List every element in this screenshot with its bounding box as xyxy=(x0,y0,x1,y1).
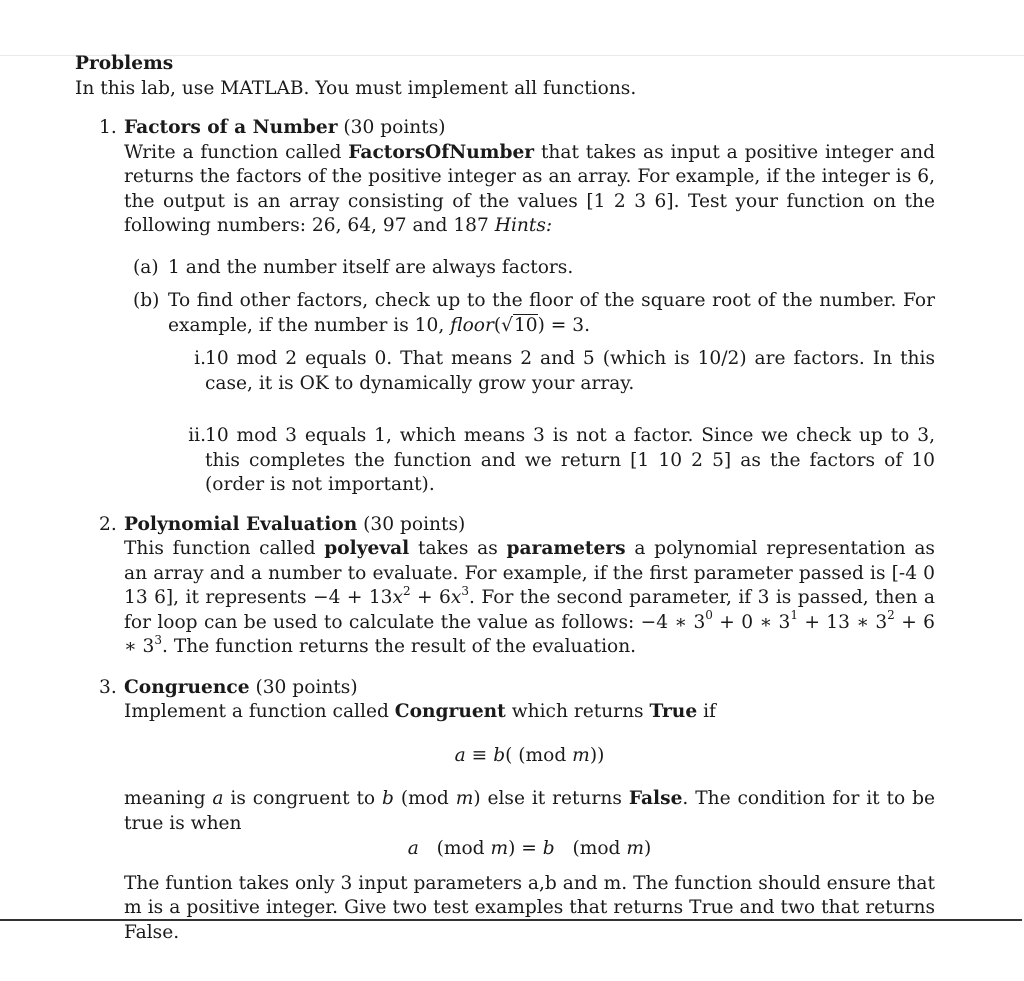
problem-3-number: 3. xyxy=(99,676,117,698)
intro-text: In this lab, use MATLAB. You must implement all functions. xyxy=(75,77,637,99)
hint-b-ii xyxy=(75,424,935,498)
problem-1 xyxy=(75,116,935,239)
problem-1-points: (30 points) xyxy=(343,117,446,138)
hint-b-text: To find other factors, check up to the floor of the square root of the number. For example, if the number is 10, floor(√10) = 3. xyxy=(168,290,935,336)
function-name-polyeval: polyeval xyxy=(324,538,410,559)
problem-2-title: Polynomial Evaluation xyxy=(124,513,358,535)
problem-2 xyxy=(75,513,935,660)
function-name-congruent: Congruent xyxy=(394,701,506,722)
hint-a xyxy=(75,256,935,281)
hint-b xyxy=(75,289,935,338)
hint-b-ii-text: 10 mod 3 equals 1, which means 3 is not a factor. Since we check up to 3, this completes the function and we return [1 10 2 5] as the factors of 10 (order is not important). xyxy=(205,425,935,495)
problem-3 xyxy=(75,676,935,946)
hint-b-label: (b) xyxy=(133,290,160,311)
section-title: Problems xyxy=(75,53,174,74)
problem-3-points: (30 points) xyxy=(255,676,358,698)
problems-document xyxy=(75,52,935,945)
hint-b-ii-label: ii. xyxy=(188,425,206,446)
problem-2-number: 2. xyxy=(99,513,117,535)
problem-3-meaning: meaning a is congruent to b (mod m) else it returns False. The condition for it to be true is when xyxy=(124,788,935,834)
function-name-factors: FactorsOfNumber xyxy=(348,141,535,163)
problem-3-intro: Implement a function called Congruent which returns True if xyxy=(124,701,716,722)
hint-b-i xyxy=(75,347,935,396)
problem-3-title: Congruence xyxy=(124,676,250,698)
hints-label: Hints: xyxy=(494,215,553,236)
hint-b-i-text: 10 mod 2 equals 0. That means 2 and 5 (which is 10/2) are factors. In this case, it is OK to dynamically grow your array. xyxy=(205,348,935,394)
hint-b-i-label: i. xyxy=(194,348,206,369)
problem-2-description: This function called polyeval takes as parameters a polynomial representation as an array and a number to evaluate. For example, if the first parameter passed is [-4 0 13 6], it represents $-4 + 13x^2 + 6x^3$. For the second parameter, if 3 is passed, then a for loop can be used to calculate the value as follows: −4 ∗ $3^0 + 0$ ∗ $3^1 + 13$ ∗ $3^2 + 6$ ∗ $3^3$. The function returns the result of the evaluation. xyxy=(124,538,936,657)
condition-equation: a (mod m) = b (mod m) xyxy=(407,838,652,859)
problem-1-title: Factors of a Number xyxy=(124,117,338,138)
problem-3-final: The funtion takes only 3 input parameters a,b and m. The function should ensure that m is a positive integer. Give two test examples that returns True and two that returns False. xyxy=(124,872,935,943)
congruence-equation: a ≡ b( (mod m)) xyxy=(454,744,605,766)
hint-a-text: 1 and the number itself are always factors. xyxy=(168,256,574,278)
problem-2-points: (30 points) xyxy=(363,513,466,535)
problem-1-description: Write a function called FactorsOfNumber that takes as input a positive integer and returns the factors of the positive integer as an array. For example, if the integer is 6, the output is an array consisting of the values [1 2 3 6]. Test your function on the following numbers: 26, 64, 97 and 187 Hints: xyxy=(124,141,935,236)
bottom-divider xyxy=(0,919,1022,921)
hint-a-label: (a) xyxy=(133,256,159,278)
problem-1-number: 1. xyxy=(99,117,117,138)
